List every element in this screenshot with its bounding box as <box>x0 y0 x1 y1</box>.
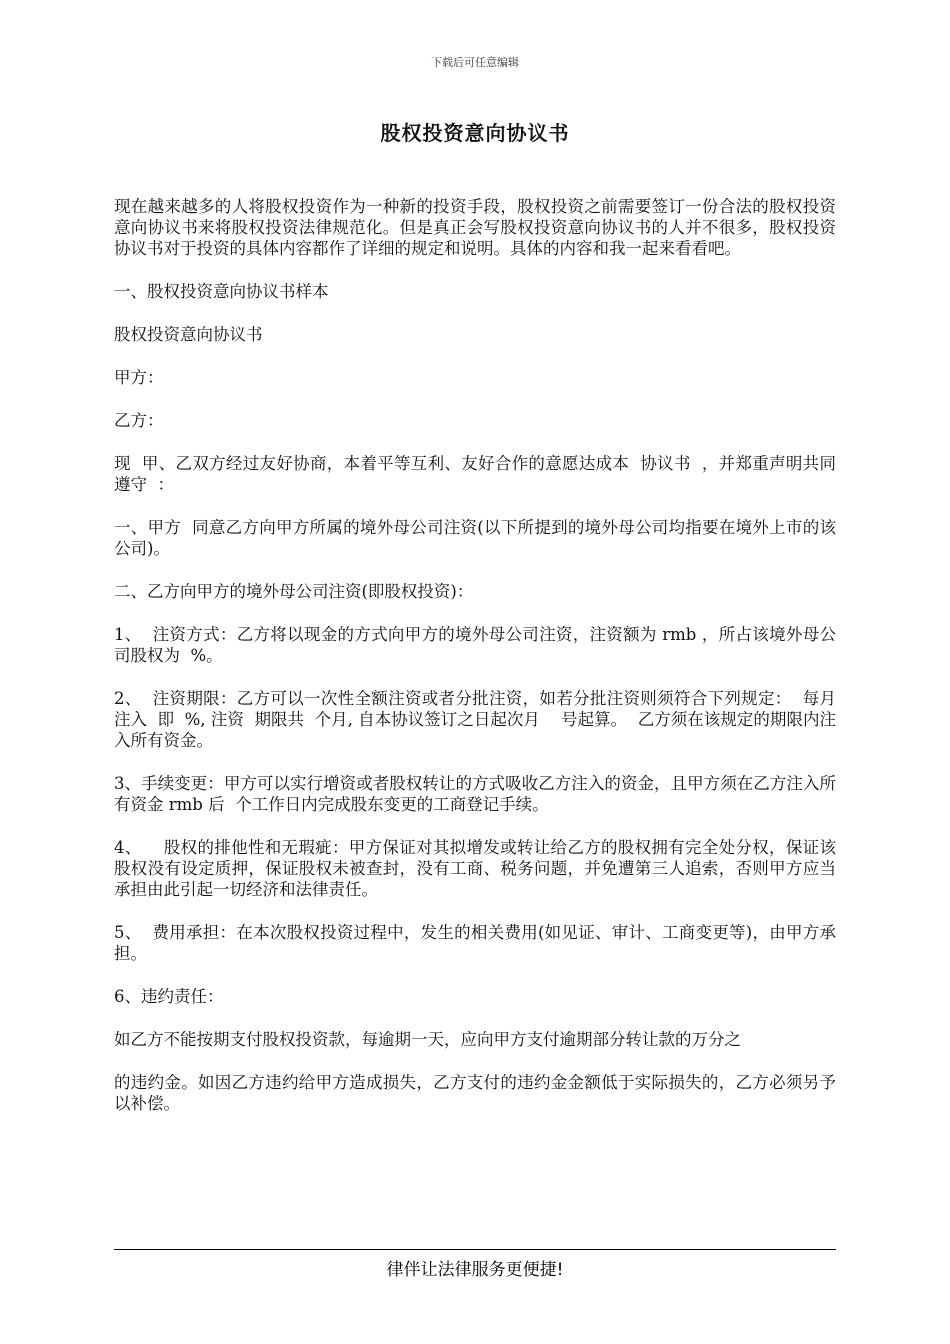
paragraph-penalty-2: 的违约金。如因乙方违约给甲方造成损失，乙方支付的违约金金额低于实际损失的，乙方必须另予以补偿。 <box>114 1073 836 1113</box>
clause-2-2-term: 2、 注资期限：乙方可以一次性全额注资或者分批注资，如若分批注资则须符合下列规定： 每月 注入 即 %, 注资 期限共 个月, 自本协议签订之日起次月 号起算。 乙方须在该规定的期限内注入所有资金。 <box>114 689 847 750</box>
party-a-line: 甲方： <box>114 368 164 387</box>
party-b-line: 乙方： <box>114 411 164 430</box>
header-note: 下载后可任意编辑 <box>431 56 519 69</box>
document-body <box>114 196 847 1136</box>
clause-2-1-method: 1、 注资方式：乙方将以现金的方式向甲方的境外母公司注资，注资额为 rmb ，所占该境外母公司股权为 %。 <box>114 625 836 665</box>
agreement-name: 股权投资意向协议书 <box>114 325 263 344</box>
clause-one: 一、甲方 同意乙方向甲方所属的境外母公司注资(以下所提到的境外母公司均指要在境外上市的该公司)。 <box>114 518 836 558</box>
clause-two: 二、乙方向甲方的境外母公司注资(即股权投资)： <box>114 582 474 601</box>
paragraph-intro: 现在越来越多的人将股权投资作为一种新的投资手段，股权投资之前需要签订一份合法的股权投资意向协议书来将股权投资法律规范化。但是真正会写股权投资意向协议书的人并不很多，股权投资协议书对于投资的具体内容都作了详细的规定和说明。具体的内容和我一起来看看吧。 <box>114 197 836 258</box>
clause-2-5-fees: 5、 费用承担：在本次股权投资过程中，发生的相关费用(如见证、审计、工商变更等)，由甲方承担。 <box>114 923 836 963</box>
document-title: 股权投资意向协议书 <box>380 121 570 145</box>
footer-slogan: 律伴让法律服务更便捷! <box>386 1260 564 1280</box>
clause-2-3-procedure: 3、手续变更：甲方可以实行增资或者股权转让的方式吸收乙方注入的资金，且甲方须在乙方注入所有资金 rmb 后 个工作日内完成股东变更的工商登记手续。 <box>114 774 836 814</box>
section-heading-sample: 一、股权投资意向协议书样本 <box>114 282 329 301</box>
clause-2-4-exclusivity: 4、 股权的排他性和无瑕疵：甲方保证对其拟增发或转让给乙方的股权拥有完全处分权，保证该股权没有设定质押，保证股权未被查封，没有工商、税务问题，并免遭第三人追索，否则甲方应当承担由此引起一切经济和法律责任。 <box>114 838 836 899</box>
paragraph-preamble: 现 甲、乙双方经过友好协商，本着平等互利、友好合作的意愿达成本 协议书 ，并郑重声明共同遵守 ： <box>114 454 836 494</box>
footer-divider <box>114 1249 836 1250</box>
clause-2-6-breach: 6、违约责任： <box>114 987 224 1006</box>
paragraph-penalty-1: 如乙方不能按期支付股权投资款，每逾期一天，应向甲方支付逾期部分转让款的万分之 <box>114 1030 741 1049</box>
